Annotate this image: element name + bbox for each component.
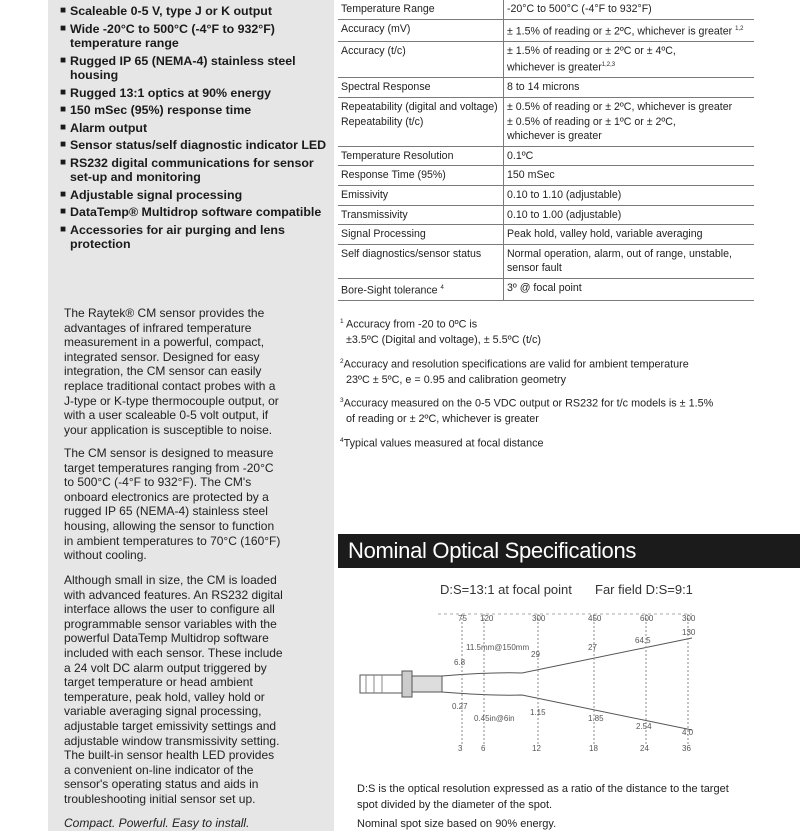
feature-item: ■ Rugged 13:1 optics at 90% energy — [60, 85, 272, 100]
spec-key: Self diagnostics/sensor status — [338, 244, 504, 278]
feature-list — [60, 4, 330, 255]
bullet-icon: ■ — [60, 188, 67, 200]
bottom-tick-label: 3 — [458, 744, 463, 753]
ds-caption-line1: D:S is the optical resolution expressed as a ratio of the distance to the target — [357, 783, 729, 795]
spot-label: 29 — [531, 650, 540, 659]
spec-key: Signal Processing — [338, 225, 504, 245]
spot-label: 0.45in@6in — [474, 714, 515, 723]
feature-item: ■ Rugged IP 65 (NEMA-4) stainless steel housing — [60, 53, 296, 82]
spot-label: 1.85 — [588, 714, 604, 723]
spec-key: Transmissivity — [338, 205, 504, 225]
table-row — [338, 278, 754, 300]
spot-label: 64.5 — [635, 636, 651, 645]
specs-table — [338, 0, 754, 301]
top-tick-label: 450 — [588, 614, 602, 623]
table-row — [338, 244, 754, 278]
top-tick-label: 120 — [480, 614, 494, 623]
top-tick-label: 300 — [682, 614, 696, 623]
spec-key: Bore-Sight tolerance $^4$ — [338, 278, 504, 300]
bullet-icon: ■ — [60, 22, 67, 34]
footnote-ref: 1,2 — [735, 25, 744, 32]
bottom-tick-label: 12 — [532, 744, 541, 753]
far-field-label: Far field D:S=9:1 — [595, 582, 693, 597]
table-row — [338, 166, 754, 186]
table-row — [338, 225, 754, 245]
table-row — [338, 19, 754, 41]
table-row — [338, 98, 754, 147]
optics-diagram — [352, 600, 712, 760]
table-row — [338, 78, 754, 98]
bottom-tick-label: 6 — [481, 744, 486, 753]
footnotes — [340, 314, 760, 457]
top-tick-label: 75 — [458, 614, 467, 623]
table-row — [338, 0, 754, 19]
footnote: $^2$Accuracy and resolution specifications are valid for ambient temperature 23ºC ± 5ºC, e = 0.95 and calibration geometry — [340, 357, 689, 386]
spec-key: Accuracy (t/c) — [338, 41, 504, 78]
footnote: $^4$Typical values measured at focal distance — [340, 436, 544, 450]
tagline: Compact. Powerful. Easy to install. — [64, 816, 250, 830]
spot-label: 11.5mm@150mm — [466, 643, 530, 652]
feature-item: ■ 150 mSec (95%) response time — [60, 103, 252, 117]
table-row — [338, 146, 754, 166]
spec-key: Accuracy (mV) — [338, 19, 504, 41]
spec-value: 0.10 to 1.00 (adjustable) — [504, 205, 755, 225]
feature-item: ■ Accessories for air purging and lens protection — [60, 222, 285, 251]
feature-item: ■ Alarm output — [60, 120, 148, 135]
bullet-icon: ■ — [60, 223, 67, 235]
sensor-icon — [360, 671, 442, 697]
table-row — [338, 205, 754, 225]
bullet-icon: ■ — [60, 104, 67, 115]
spot-label: 2.54 — [636, 722, 652, 731]
spec-key: Emissivity — [338, 186, 504, 206]
feature-item: ■ DataTemp® Multidrop software compatible — [60, 205, 322, 219]
bullet-icon: ■ — [60, 139, 67, 150]
spec-value: 0.10 to 1.10 (adjustable) — [504, 186, 755, 206]
distance-ticks — [462, 614, 688, 746]
section-title: Nominal Optical Specifications — [348, 538, 637, 563]
spec-value: 3º @ focal point — [504, 278, 755, 300]
feature-item: ■ Scaleable 0-5 V, type J or K output — [60, 4, 272, 18]
spec-value: 8 to 14 microns — [504, 78, 755, 98]
feature-item: ■ Adjustable signal processing — [60, 187, 243, 202]
features-paragraph: Although small in size, the CM is loaded with advanced features. An RS232 digital interface allows the user to configure all programmable sensor variables with the powerful DataTemp Multidrop software included with each sensor. These include a 24 volt DC alarm output triggered by target temperature or head ambient temperature, peak hold, valley hold or variable averaging signal processing, adjustable target emissivity settings and adjustable window transmissivity setting. The built-in sensor health LED provides a convenient on-line indicator of the sensor's operating status and aids in troubleshooting initial sensor set up. — [64, 573, 283, 806]
footnote: $^1$ Accuracy from -20 to 0ºC is ±3.5ºC (Digital and voltage), ± 5.5ºC (t/c) — [340, 318, 541, 347]
feature-item: ■ Wide -20°C to 500°C (-4°F to 932°F) temperature range — [60, 21, 275, 50]
spot-label: 0.27 — [452, 702, 468, 711]
section-banner — [338, 534, 800, 568]
spec-key: Spectral Response — [338, 78, 504, 98]
bullet-icon: ■ — [60, 86, 67, 98]
spec-key: Repeatability (digital and voltage) Repeatability (t/c) — [338, 98, 504, 147]
spot-label: 6.8 — [454, 658, 466, 667]
bullet-icon: ■ — [60, 5, 67, 16]
spec-key: Temperature Resolution — [338, 146, 504, 166]
spec-key: Response Time (95%) — [338, 166, 504, 186]
spot-label: 1.15 — [530, 708, 546, 717]
spec-value: Normal operation, alarm, out of range, unstable, sensor fault — [504, 244, 755, 278]
table-row — [338, 41, 754, 78]
spec-value: ± 0.5% of reading or ± 2ºC, whichever is greater ± 0.5% of reading or ± 1ºC or ± 2ºC, whichever is greater — [504, 98, 755, 147]
bullet-icon: ■ — [60, 156, 67, 168]
footnote-ref: 1,2,3 — [601, 62, 616, 69]
footnote: $^3$Accuracy measured on the 0-5 VDC output or RS232 for t/c models is ± 1.5% of reading or ± 2ºC, whichever is greater — [340, 397, 714, 426]
ds-caption-line2: spot divided by the diameter of the spot. — [357, 799, 553, 811]
spec-key: Temperature Range — [338, 0, 504, 19]
spec-value: 0.1ºC — [504, 146, 755, 166]
footnote-ref: 4 — [440, 284, 444, 291]
focal-label: D:S=13:1 at focal point — [440, 582, 572, 597]
feature-item: ■ RS232 digital communications for sensor set-up and monitoring — [60, 155, 314, 184]
range-paragraph: The CM sensor is designed to measure target temperatures ranging from -20°C to 500°C (-4°F to 932°F). The CM's onboard electronics are protected by a rugged IP 65 (NEMA-4) stainless steel housing, allowing the sensor to function in ambient temperatures to 70°C (160°F) without cooling. — [64, 446, 281, 563]
spec-value: ± 1.5% of reading or ± 2ºC, whichever is greater $^{1,2}$ — [504, 19, 755, 41]
spec-value: Peak hold, valley hold, variable averaging — [504, 225, 755, 245]
bottom-tick-label: 36 — [682, 744, 691, 753]
top-tick-label: 300 — [532, 614, 546, 623]
spot-label: 27 — [588, 643, 597, 652]
spec-value: ± 1.5% of reading or ± 2ºC or ± 4ºC, whichever is greater$^{1,2,3}$ — [504, 41, 755, 78]
intro-paragraph: The Raytek® CM sensor provides the advantages of infrared temperature measurement in a powerful, compact, integrated sensor. Designed for easy integration, the CM sensor can easily replace traditional contact probes with a J-type or K-type thermocouple output, or with a user scaleable 0-5 volt output, if your application is susceptible to noise. — [64, 306, 279, 437]
features-sidebar — [48, 0, 334, 831]
bullet-icon: ■ — [60, 54, 67, 66]
spot-size-caption: Nominal spot size based on 90% energy. — [357, 818, 557, 830]
feature-item: ■ Sensor status/self diagnostic indicator LED — [60, 138, 327, 152]
top-tick-label: 130 — [682, 628, 696, 637]
spot-label: 4.0 — [682, 728, 694, 737]
spec-value: -20°C to 500°C (-4°F to 932°F) — [504, 0, 755, 19]
top-tick-label: 600 — [640, 614, 654, 623]
bottom-tick-label: 24 — [640, 744, 649, 753]
table-row — [338, 186, 754, 206]
bullet-icon: ■ — [60, 206, 67, 217]
bullet-icon: ■ — [60, 121, 67, 133]
spec-value: 150 mSec — [504, 166, 755, 186]
field-of-view-lower — [442, 692, 692, 730]
bottom-tick-label: 18 — [589, 744, 598, 753]
